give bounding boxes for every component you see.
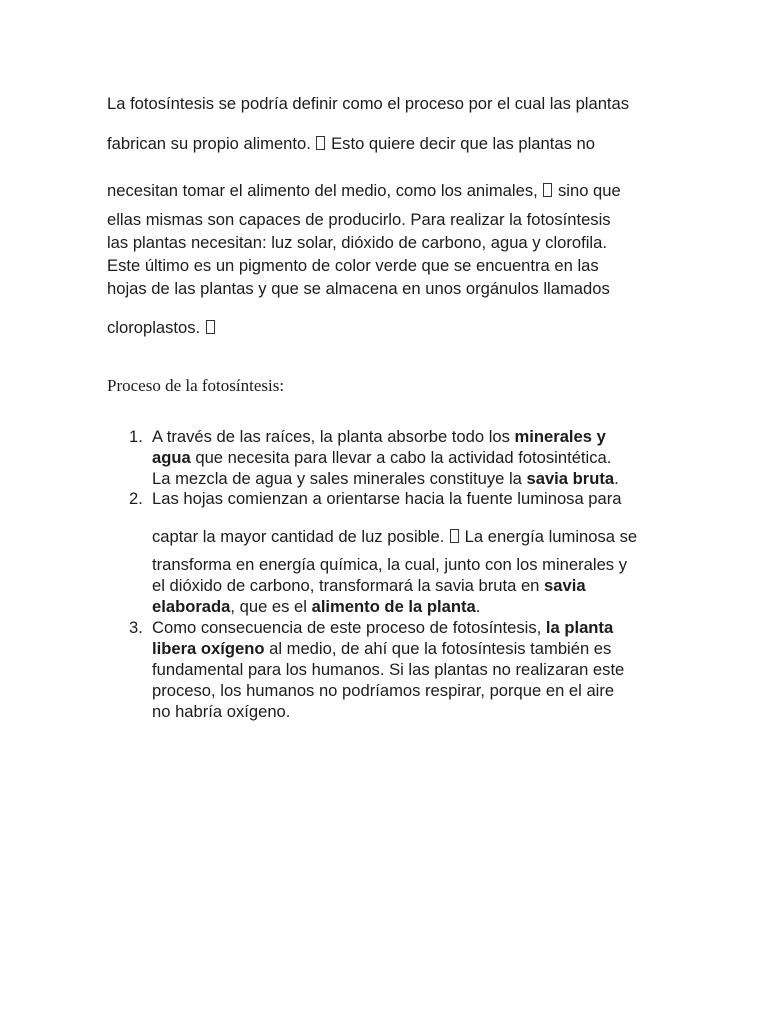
intro-text: cloroplastos. [107, 318, 201, 337]
intro-text: las plantas necesitan: luz solar, dióxido de carbono, agua y clorofila. [107, 233, 607, 252]
list-item-2-line-3 [152, 555, 627, 575]
list-text: Como consecuencia de este proceso de fotosíntesis, [152, 618, 546, 637]
intro-line-4 [107, 210, 611, 230]
list-text: , que es el [230, 597, 312, 616]
list-text: A través de las raíces, la planta absorbe todo los [152, 427, 515, 446]
intro-line-7 [107, 279, 610, 299]
list-item-1-line-2 [152, 448, 611, 468]
list-item-3-line-3 [152, 660, 624, 680]
intro-text: necesitan tomar el alimento del medio, como los animales, [107, 181, 538, 200]
list-item-1-line-1 [152, 427, 606, 447]
list-text: al medio, de ahí que la fotosíntesis también es [264, 639, 612, 658]
list-number-3: 3. [129, 618, 143, 637]
missing-glyph-icon [206, 320, 215, 334]
list-item-3-line-4 [152, 681, 614, 701]
intro-text: hojas de las plantas y que se almacena en unos orgánulos llamados [107, 279, 610, 298]
list-text: que necesita para llevar a cabo la actividad fotosintética. [190, 448, 612, 467]
missing-glyph-icon [316, 136, 325, 150]
list-text: . [475, 597, 481, 616]
intro-line-5 [107, 233, 607, 253]
intro-text: ellas mismas son capaces de producirlo. Para realizar la fotosíntesis [107, 210, 611, 229]
missing-glyph-icon [450, 529, 459, 543]
list-bold-text: savia bruta [526, 469, 615, 488]
intro-text: Este último es un pigmento de color verde que se encuentra en las [107, 256, 599, 275]
list-text: el dióxido de carbono, transformará la savia bruta en [152, 576, 545, 595]
list-bold-text: la planta [545, 618, 614, 637]
intro-text: sino que [557, 181, 621, 200]
list-item-3-line-2 [152, 639, 611, 659]
intro-line-1 [107, 94, 629, 114]
list-bold-text: agua [152, 448, 191, 467]
list-item-3-line-5 [152, 702, 290, 722]
list-text: Las hojas comienzan a orientarse hacia la fuente luminosa para [152, 489, 622, 508]
intro-line-3 [107, 181, 621, 201]
list-number-1: 1. [129, 427, 143, 446]
intro-line-8 [107, 318, 216, 338]
intro-line-2 [107, 134, 595, 154]
list-text: . [614, 469, 619, 488]
section-heading: Proceso de la fotosíntesis: [107, 376, 285, 395]
intro-text: Esto quiere decir que las plantas no [331, 134, 595, 153]
list-item-2-line-2 [152, 527, 637, 547]
list-text: La mezcla de agua y sales minerales constituye la [152, 469, 527, 488]
list-text: transforma en energía química, la cual, junto con los minerales y [152, 555, 628, 574]
intro-text: La fotosíntesis se podría definir como el proceso por el cual las plantas [107, 94, 630, 113]
intro-line-6 [107, 256, 599, 276]
list-bold-text: libera oxígeno [152, 639, 265, 658]
list-text: fundamental para los humanos. Si las plantas no realizaran este [152, 660, 625, 679]
list-text: proceso, los humanos no podríamos respirar, porque en el aire [152, 681, 615, 700]
list-item-2-line-1 [152, 489, 622, 509]
list-bold-text: savia [544, 576, 586, 595]
list-item-2-line-4 [152, 576, 586, 596]
list-item-3-line-1 [152, 618, 613, 638]
missing-glyph-icon [543, 183, 552, 197]
list-bold-text: elaborada [152, 597, 231, 616]
list-number-2: 2. [129, 489, 143, 508]
list-text: no habría oxígeno. [152, 702, 291, 721]
list-bold-text: alimento de la planta [311, 597, 476, 616]
intro-text: fabrican su propio alimento. [107, 134, 311, 153]
list-bold-text: minerales y [514, 427, 606, 446]
list-text: captar la mayor cantidad de luz posible. [152, 527, 445, 546]
list-item-2-line-5 [152, 597, 480, 617]
list-text: La energía luminosa se [464, 527, 638, 546]
list-item-1-line-3 [152, 469, 619, 489]
